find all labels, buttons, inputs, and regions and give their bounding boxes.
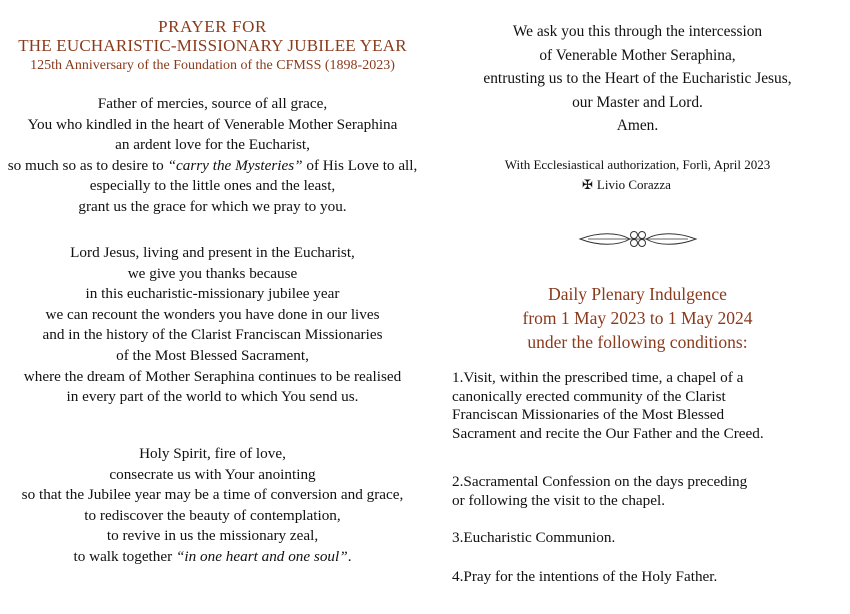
stanza-line: Father of mercies, source of all grace, [97, 95, 328, 112]
signature-name: Livio Corazza [596, 177, 671, 192]
text-run: to walk together [73, 547, 176, 565]
title-line-1: PRAYER FOR [158, 17, 267, 36]
indulgence-line: from 1 May 2023 to 1 May 2024 [522, 308, 753, 328]
condition-line: canonically erected community of the Clarist [452, 387, 726, 405]
condition-line: 2.Sacramental Confession on the days preceding [452, 473, 748, 490]
stanza-line: consecrate us with Your anointing [109, 465, 316, 483]
stanza-line: Lord Jesus, living and present in the Eucharist, [70, 244, 355, 261]
stanza-line: to rediscover the beauty of contemplation, [84, 506, 341, 524]
stanza-line: Holy Spirit, fire of love, [139, 445, 286, 462]
closing-line: of Venerable Mother Seraphina, [539, 46, 736, 64]
condition-line: Franciscan Missionaries of the Most Blessed [452, 406, 725, 424]
stanza-line: where the dream of Mother Seraphina continues to be realised [23, 367, 402, 385]
title-line-2: THE EUCHARISTIC-MISSIONARY JUBILEE YEAR [18, 36, 407, 55]
stanza-line: to revive in us the missionary zeal, [106, 527, 319, 545]
condition-3 [452, 529, 842, 548]
text-run: . [347, 547, 352, 565]
condition-2 [452, 473, 842, 510]
text-run: so much so as to desire to [7, 156, 168, 174]
stanza-3 [0, 444, 425, 568]
stanza-line [0, 547, 425, 568]
stanza-line [0, 156, 425, 177]
closing-prayer [425, 20, 850, 138]
subtitle: 125th Anniversary of the Foundation of the CFMSS (1898-2023) [30, 58, 395, 73]
text-run: of His Love to all, [302, 156, 418, 174]
closing-line: entrusting us to the Heart of the Eucharistic Jesus, [483, 70, 792, 87]
italic-quote: “in one heart and one soul” [175, 547, 348, 565]
signature [582, 176, 671, 194]
closing-line: Amen. [616, 117, 659, 134]
closing-line: We ask you this through the intercession [512, 23, 763, 40]
stanza-line: especially to the little ones and the least, [89, 177, 336, 195]
stanza-2 [0, 243, 425, 408]
condition-line: 4.Pray for the intentions of the Holy Father. [452, 568, 718, 585]
stanza-line: an ardent love for the Eucharist, [115, 136, 310, 154]
condition-line: Sacrament and recite the Our Father and the Creed. [452, 424, 764, 442]
italic-quote: “carry the Mysteries” [167, 156, 303, 174]
indulgence-heading [425, 282, 850, 354]
stanza-line: in this eucharistic-missionary jubilee year [85, 285, 340, 303]
stanza-line: so that the Jubilee year may be a time of conversion and grace, [21, 486, 404, 504]
ecclesiastical-authorization: With Ecclesiastical authorization, Forlì, April 2023 [504, 157, 771, 172]
stanza-line: we can recount the wonders you have done in our lives [45, 305, 380, 323]
stanza-line: we give you thanks because [127, 264, 298, 282]
condition-line: 1.Visit, within the prescribed time, a chapel of a [452, 369, 744, 386]
cross-icon: ✠ [582, 177, 593, 192]
stanza-line: You who kindled in the heart of Venerable Mother Seraphina [27, 115, 398, 133]
condition-line: or following the visit to the chapel. [452, 491, 666, 509]
condition-4 [452, 568, 842, 587]
stanza-line: grant us the grace for which we pray to you. [78, 197, 347, 215]
closing-line: our Master and Lord. [572, 93, 703, 111]
stanza-line: of the Most Blessed Sacrament, [116, 346, 309, 364]
condition-line: 3.Eucharistic Communion. [452, 529, 616, 546]
condition-1 [452, 369, 842, 443]
indulgence-line: Daily Plenary Indulgence [548, 284, 727, 304]
stanza-line: and in the history of the Clarist Franciscan Missionaries [42, 326, 383, 344]
stanza-1 [0, 94, 425, 218]
indulgence-line: under the following conditions: [527, 332, 748, 352]
scroll-flourish-divider-icon [578, 228, 698, 255]
stanza-line: in every part of the world to which You send us. [66, 388, 359, 406]
